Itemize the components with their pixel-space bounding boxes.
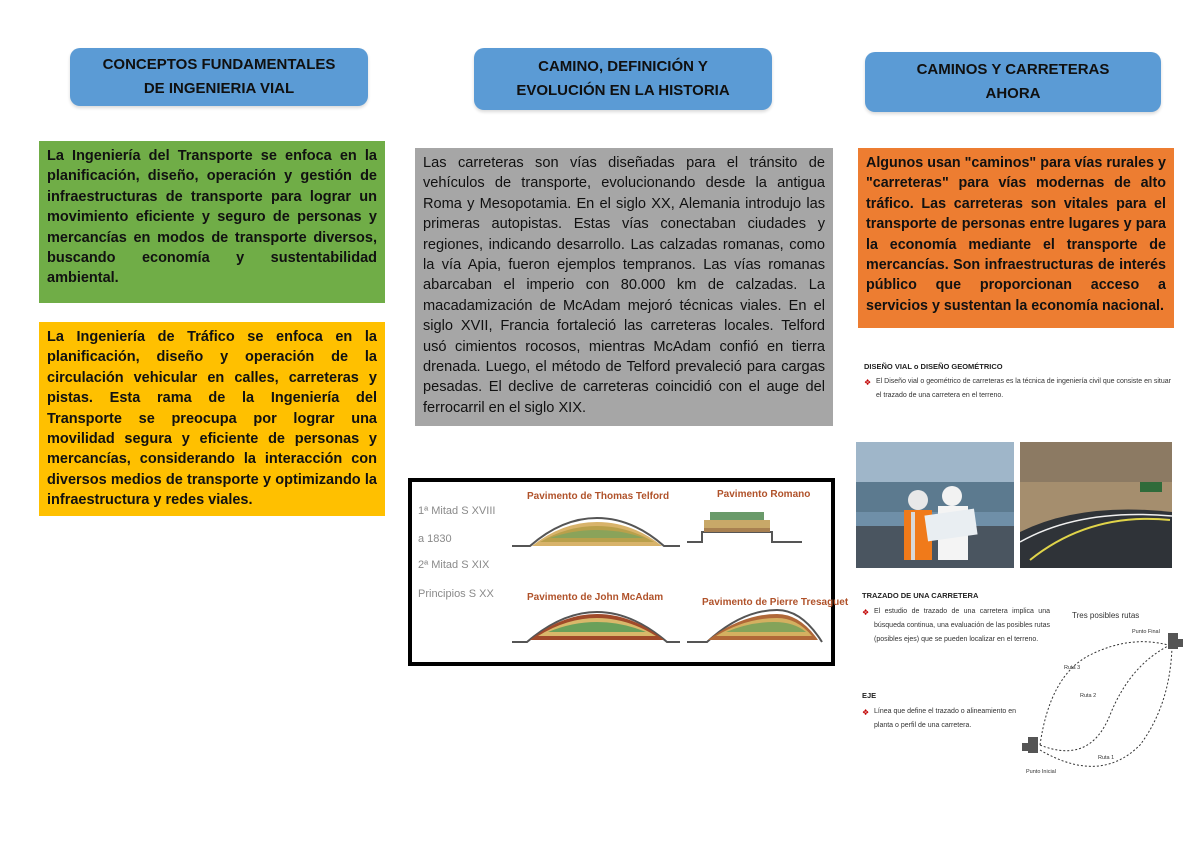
romano-section [687, 512, 802, 542]
pavement-sections-drawing [412, 482, 831, 662]
caminos-ahora-box [858, 148, 1174, 328]
pavimentos-figure [408, 478, 849, 666]
mcadam-section [512, 612, 680, 642]
bullet-icon: ❖ [862, 608, 870, 617]
road-photo [1020, 442, 1172, 568]
header-line-2: AHORA [985, 85, 1041, 102]
header-line-2: DE INGENIERIA VIAL [143, 80, 295, 97]
bullet-icon: ❖ [864, 378, 872, 387]
ingenieria-trafico-box [39, 322, 385, 516]
pavimento-title: Pavimento de John McAdam [527, 592, 664, 603]
header-line-1: CAMINOS Y CARRETERAS [916, 61, 1110, 78]
ruta-1-label: Ruta 1 [1098, 755, 1115, 761]
eje-heading: EJE [862, 691, 877, 700]
engineers-photo [856, 442, 1014, 568]
diseno-vial-heading: DISEÑO VIAL o DISEÑO GEOMÉTRICO [864, 362, 1003, 371]
era-label: a 1830 [418, 533, 452, 545]
punto-inicial-label: Punto Inicial [1026, 769, 1056, 775]
header-line-2: EVOLUCIÓN EN LA HISTORIA [516, 82, 730, 99]
header-line-1: CONCEPTOS FUNDAMENTALES [102, 56, 336, 73]
diseno-vial-text: El Diseño vial o geométrico de carreteras es la técnica de ingeniería civil que consiste en situar el trazado de una carretera en el terreno. [876, 378, 1171, 399]
ingenieria-trafico-text: La Ingeniería de Tráfico se enfoca en la planificación, diseño y operación de la circulación vehicular en calles, carreteras y pistas. Esta rama de la Ingeniería del Transporte se preocupa por lograr una movilidad segura y eficiente de personas y mercancías, considerando la interacción con diversos medios de transporte y optimizando la infraestructura y redes viales. [47, 329, 377, 509]
header-camino [474, 48, 772, 110]
caminos-ahora-text: Algunos usan "caminos" para vías rurales y "carreteras" para vías modernas de alto tráfico. Las carreteras son vitales para el transporte de personas entre lugares y para la economía mediante el transporte de mercancías. Son infraestructuras de interés público que proporcionan acceso a servicios y sustentan la economía nacional. [866, 155, 1166, 314]
rutas-title: Tres posibles rutas [1072, 611, 1140, 620]
ruta-3-label: Ruta 3 [1064, 665, 1081, 671]
era-label: Principios S XX [418, 588, 494, 600]
punto-final-label: Punto Final [1132, 629, 1160, 635]
telford-section [512, 518, 680, 546]
ingenieria-transporte-box [39, 141, 385, 303]
tresaguet-section [687, 610, 822, 642]
bullet-icon: ❖ [862, 708, 870, 717]
eje-text: Línea que define el trazado o alineamiento en planta o perfil de una carretera. [874, 708, 1017, 729]
header-caminos-ahora [865, 52, 1161, 112]
trazado-heading: TRAZADO DE UNA CARRETERA [862, 591, 979, 600]
header-conceptos [70, 48, 368, 106]
era-label: 2ª Mitad S XIX [418, 559, 490, 571]
era-label: 1ª Mitad S XVIII [418, 505, 496, 517]
ruta-2-label: Ruta 2 [1080, 693, 1097, 699]
pavimento-title: Pavimento de Pierre Tresaguet [702, 597, 849, 608]
header-line-1: CAMINO, DEFINICIÓN Y [538, 58, 708, 75]
pavimento-title: Pavimento de Thomas Telford [527, 491, 670, 502]
historia-text: Las carreteras son vías diseñadas para el tránsito de vehículos de transporte, evolucionando desde la antigua Roma y Mesopotamia. En el siglo XX, Alemania introdujo las primeras autopistas. Estas vías conectaban ciudades y regiones, indicando desarrollo. Las calzadas romanas, como la vía Apia, fueron ejemplos tempranos. Las vías romanas abarcaban el imperio con 80.000 km de calzadas. La macadamización de McAdam mejoró técnicas viales. En el siglo XVII, Francia fortaleció las carreteras locales. Telford usó cimientos rocosos, mientras McAdam confió en tierra drenada. Luego, el método de Telford prevaleció para cargas pesadas. El declive de carreteras coincidió con el auge del ferrocarril en el siglo XIX. [423, 155, 825, 416]
ingenieria-transporte-text: La Ingeniería del Transporte se enfoca en la planificación, diseño, operación y gestión de infraestructuras de transporte para lograr un movimiento eficiente y seguro de personas y mercancías en modos de transporte diversos, buscando economía y sustentabilidad ambiental. [47, 148, 377, 287]
pavimento-title: Pavimento Romano [717, 489, 811, 500]
historia-box [415, 148, 833, 426]
trazado-text: El estudio de trazado de una carretera implica una búsqueda continua, una evaluación de las posibles rutas (posibles ejes) que se pueden localizar en el terreno. [874, 608, 1050, 643]
rutas-diagram [1020, 605, 1185, 785]
